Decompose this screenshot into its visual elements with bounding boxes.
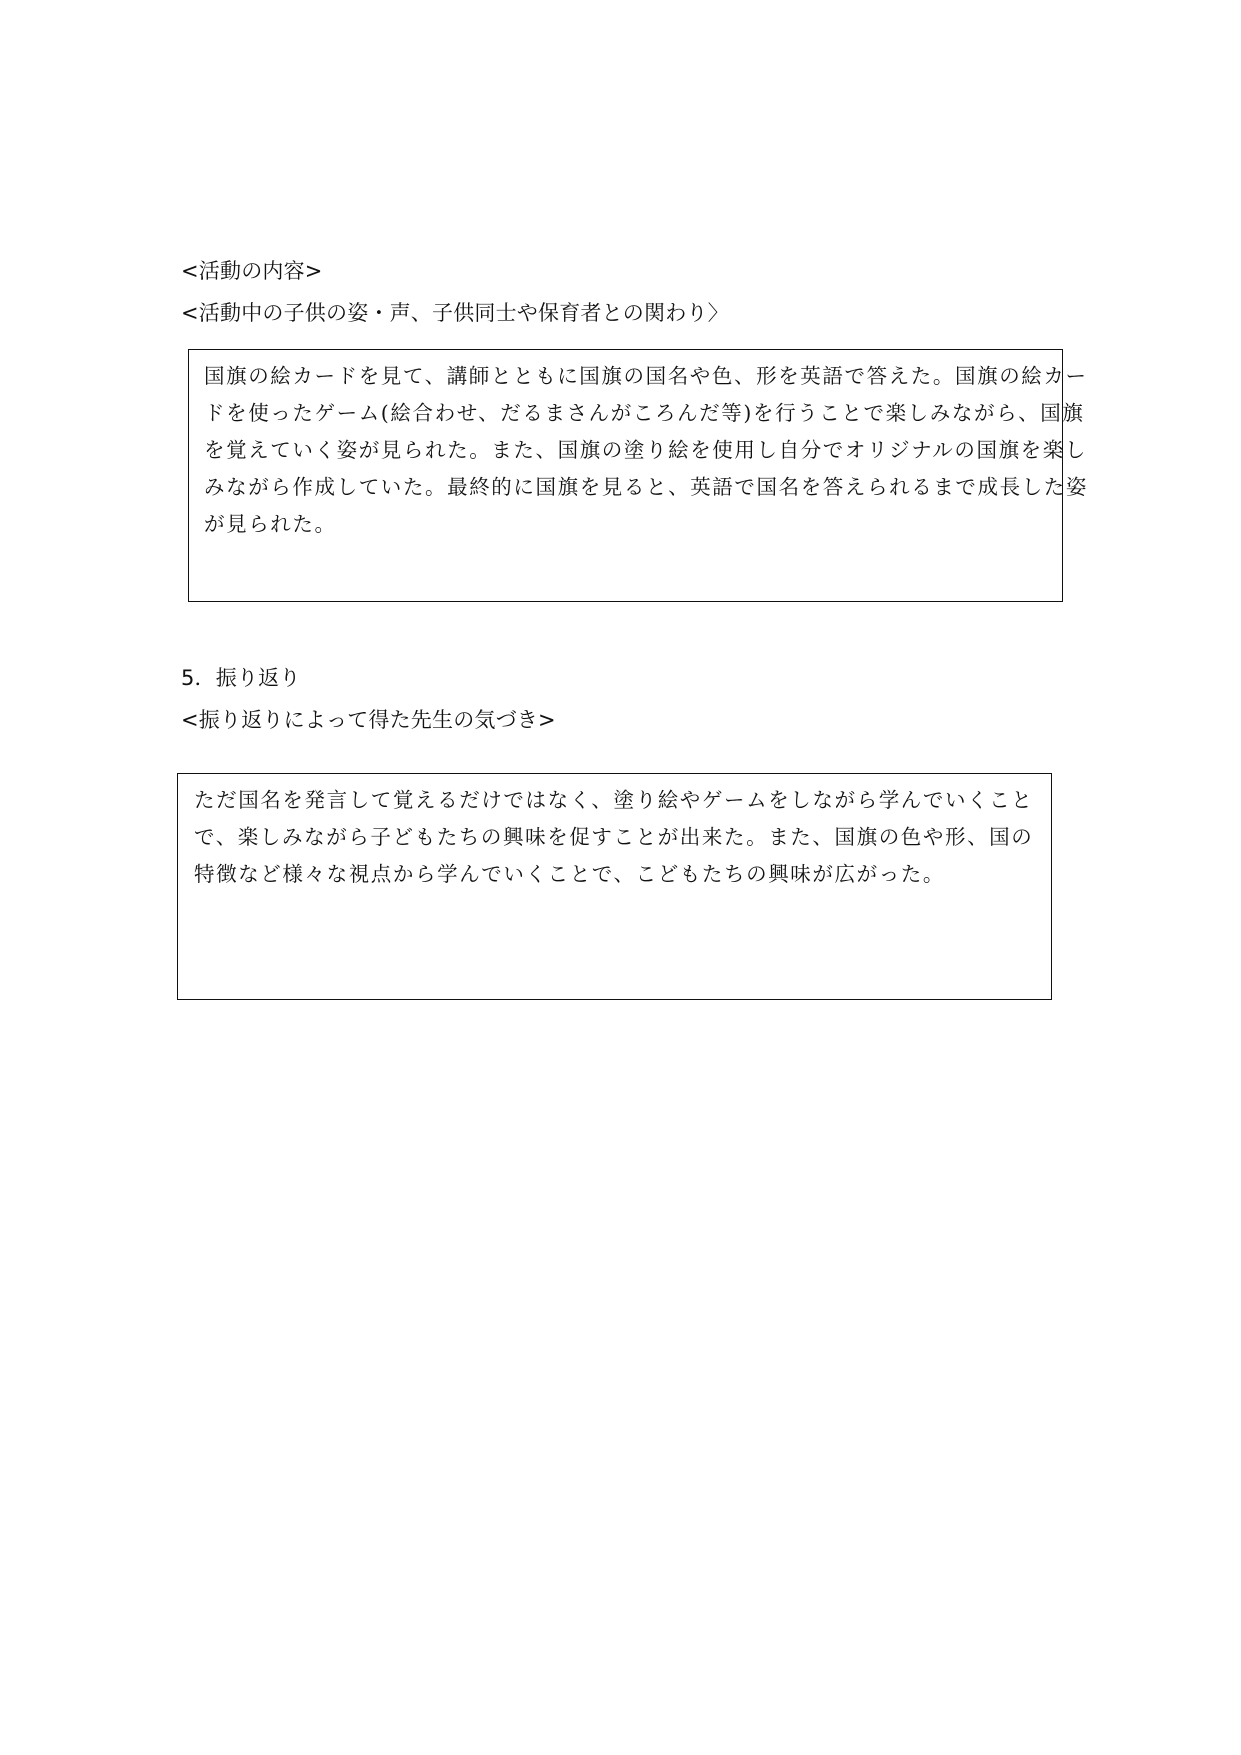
reflection-heading: <振り返りによって得た先生の気づき> [181,708,556,732]
reflection-text [194,782,1033,893]
reflection-box [177,773,1052,1000]
observation-line: 国旗の絵カードを見て、講師とともに国旗の国名や色、形を英語で答えた。国旗の絵カー [204,364,1088,388]
observation-line: みながら作成していた。最終的に国旗を見ると、英語で国名を答えられるまで成長した姿 [204,475,1088,499]
activity-observation-heading: <活動中の子供の姿・声、子供同士や保育者との関わり〉 [181,301,729,325]
reflection-line: で、楽しみながら子どもたちの興味を促すことが出来た。また、国旗の色や形、国の [194,825,1034,849]
reflection-line: ただ国名を発言して覚えるだけではなく、塗り絵やゲームをしながら学んでいくこと [194,788,1034,812]
observation-line: を覚えていく姿が見られた。また、国旗の塗り絵を使用し自分でオリジナルの国旗を楽し [204,438,1087,462]
reflection-line: 特徴など様々な視点から学んでいくことで、こどもたちの興味が広がった。 [194,862,945,886]
activity-content-heading: <活動の内容> [181,259,323,283]
observation-line: が見られた。 [204,512,337,536]
reflection-section-title: 5．振り返り [181,666,301,690]
activity-observation-box [188,349,1088,602]
activity-observation-text [204,358,1088,543]
observation-line: ドを使ったゲーム(絵合わせ、だるまさんがころんだ等)を行うことで楽しみながら、国旗 [204,401,1085,425]
